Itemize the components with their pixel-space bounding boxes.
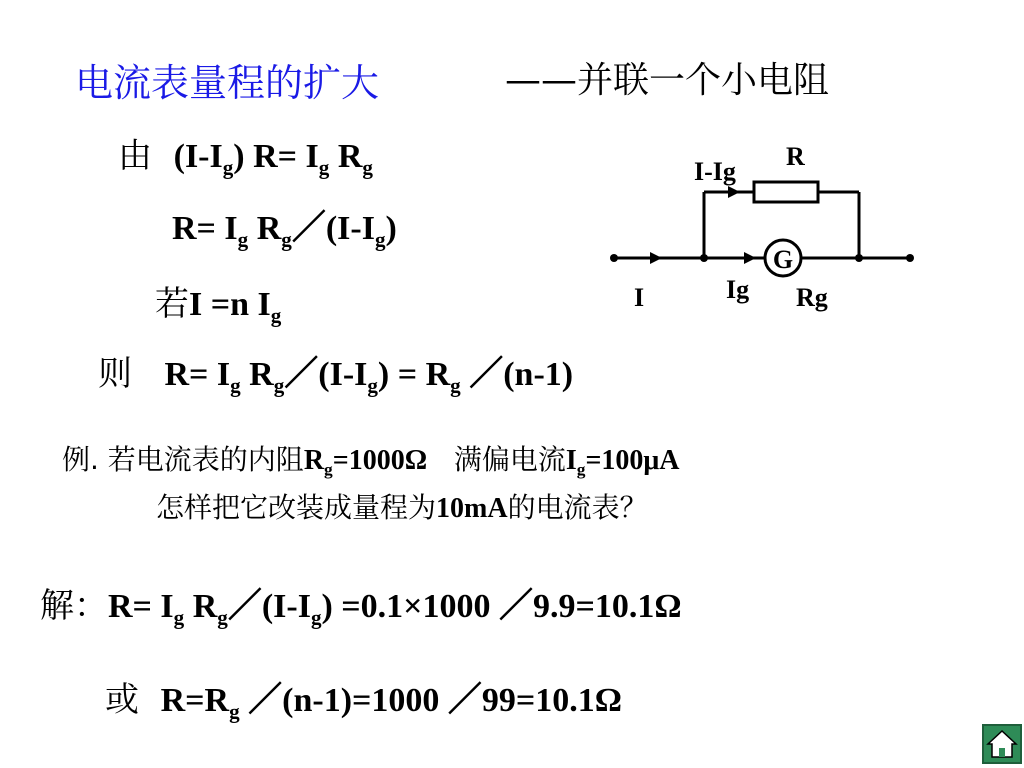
example-line-1: 例. 若电流表的内阻$R_g=1000\Omega$ 满偏电流$I_g=100\mu A$ (62, 443, 680, 480)
label-branch-current: I-Ig (694, 157, 736, 186)
formula-line-1: 由 $(I-I_g)$ $R= I_g$ $R_g$ (118, 136, 373, 180)
example-line-2: 怎样把它改装成量程为10mA的电流表？ (156, 491, 648, 524)
label-resistor: R (786, 142, 805, 171)
arrow-total-current (650, 252, 662, 264)
terminal-right (906, 254, 914, 262)
formula-line-2: $R= I_g$ $R_g/(I-I_g)$ (172, 210, 397, 252)
page-subtitle: ——并联一个小电阻 (505, 60, 830, 101)
resistor-symbol (754, 182, 818, 202)
shunt-circuit-diagram (600, 135, 930, 320)
label-meter-current: Ig (726, 275, 750, 304)
home-icon (984, 726, 1020, 762)
formula-line-4: 则 $R= I_g$ $R_g/(I-I_g) = R_g$ ／(n-1) (98, 354, 574, 398)
label-galvanometer: G (772, 245, 794, 274)
junction-right (855, 254, 863, 262)
terminal-left (610, 254, 618, 262)
label-total-current: I (634, 283, 645, 312)
page-title: 电流表量程的扩大 (75, 61, 380, 105)
home-button[interactable] (982, 724, 1022, 764)
solution-line: 解：$R= I_g$ $R_g/(I-I_g) =0.1\times 1000$ ／9.9=10.1Ω (40, 586, 682, 630)
label-meter-resistance: Rg (796, 283, 828, 312)
arrow-meter-current (744, 252, 756, 264)
alternative-line: 或 $R=R_g$ ／(n-1)=1000 ／99=10.1Ω (105, 680, 623, 724)
arrow-branch-current (728, 186, 740, 198)
junction-left (700, 254, 708, 262)
formula-line-3: 若I =n $I_g$ (155, 284, 282, 328)
formula-lead: 由 (118, 136, 152, 176)
